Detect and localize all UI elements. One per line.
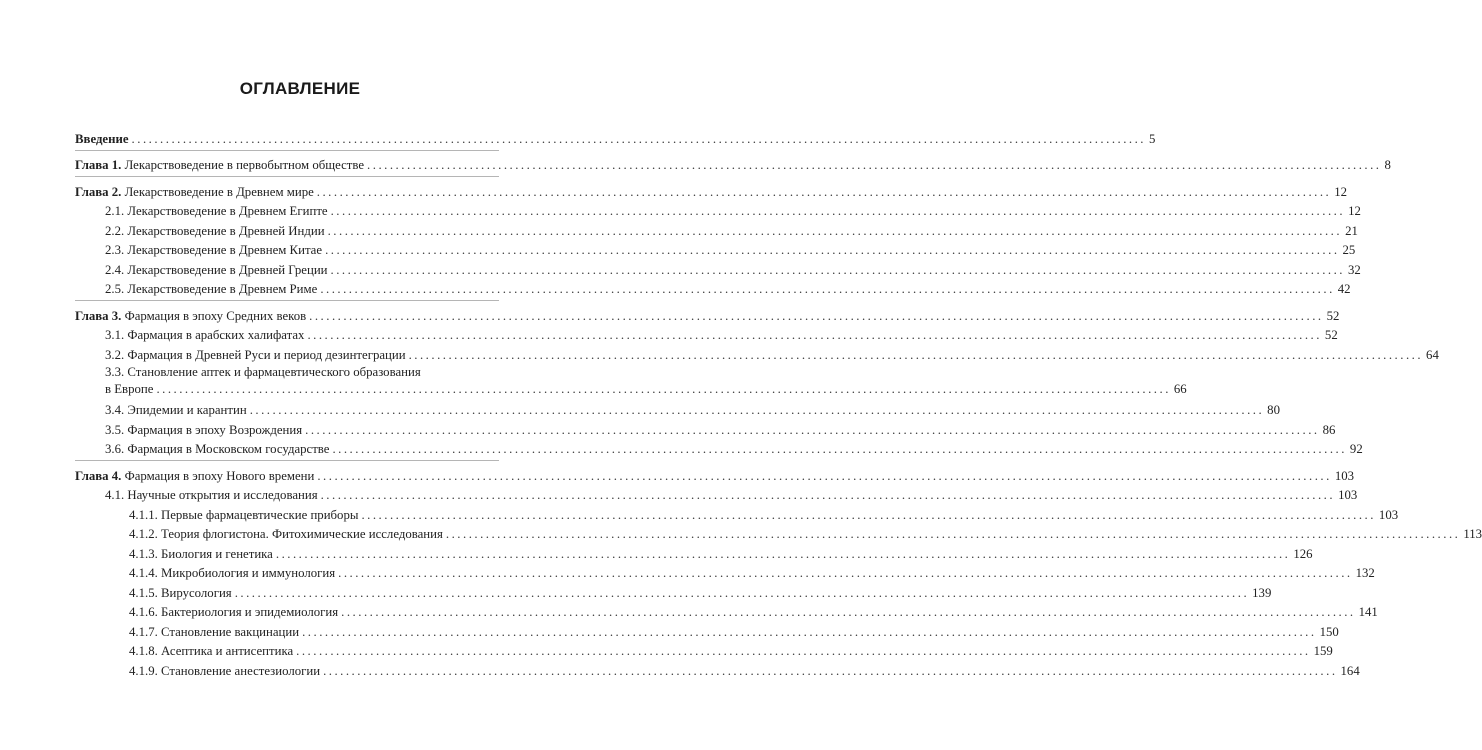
- toc-entry-chapter-4[interactable]: [75, 465, 1355, 485]
- toc-entry-4-1-9[interactable]: [75, 660, 1360, 680]
- entry-label: 3.2. Фармация в Древней Руси и период дезинтеграции: [105, 346, 409, 364]
- toc-entry-chapter-2[interactable]: [75, 181, 1348, 201]
- page-number: 103: [1335, 486, 1357, 504]
- page-number: 12: [1345, 202, 1361, 220]
- toc-entry-2-3[interactable]: [75, 240, 1356, 260]
- page-number: 113: [1460, 525, 1482, 543]
- page-number: 8: [1382, 156, 1391, 174]
- dot-leader: ..................................................................................................................................................................................: [325, 243, 1340, 257]
- dot-leader: ..................................................................................................................................................................................: [309, 308, 1324, 323]
- toc-entry-4-1-1[interactable]: [75, 504, 1399, 524]
- page-number: 103: [1332, 467, 1354, 485]
- dot-leader: ..................................................................................................................................................................................: [320, 282, 1335, 296]
- page-number: 86: [1320, 421, 1336, 439]
- entry-label: 4.1. Научные открытия и исследования: [105, 486, 321, 504]
- entry-label: Введение: [75, 131, 129, 146]
- page-number: 52: [1324, 307, 1340, 325]
- dot-leader: ..................................................................................................................................................................................: [249, 403, 1265, 417]
- dot-leader: ..................................................................................................................................................................................: [330, 204, 1346, 218]
- entry-label: 2.1. Лекарствоведение в Древнем Египте: [105, 202, 331, 220]
- toc-entry-4-1-2[interactable]: [75, 524, 1482, 544]
- page-number: 141: [1356, 603, 1378, 621]
- page-number: 103: [1376, 506, 1398, 524]
- toc-entry-3-6[interactable]: [75, 439, 1363, 459]
- chapter-number: Глава 4.: [75, 468, 122, 483]
- entry-label: 3.1. Фармация в арабских халифатах: [105, 326, 307, 344]
- section-divider: [75, 460, 499, 461]
- entry-label: 2.4. Лекарствоведение в Древней Греции: [105, 261, 331, 279]
- page-number: 5: [1146, 130, 1155, 148]
- entry-label-line-1: 3.3. Становление аптек и фармацевтического образования: [105, 364, 421, 379]
- entry-label: Лекарствоведение в первобытном обществе: [121, 158, 365, 172]
- page-number: 64: [1423, 346, 1439, 364]
- entry-label: Фармация в эпоху Средних веков: [121, 308, 307, 323]
- toc-entry-3-4[interactable]: [75, 400, 1280, 420]
- dot-leader: ..................................................................................................................................................................................: [361, 507, 1376, 522]
- toc-entry-2-5[interactable]: [75, 279, 1351, 299]
- section-divider: [75, 176, 499, 177]
- dot-leader: ..................................................................................................................................................................................: [323, 663, 1338, 678]
- section-divider: [75, 150, 499, 151]
- dot-leader: ..................................................................................................................................................................................: [330, 262, 1345, 277]
- entry-label: 2.2. Лекарствоведение в Древней Индии: [105, 222, 328, 240]
- dot-leader: ..................................................................................................................................................................................: [320, 488, 1336, 502]
- entry-label: 4.1.8. Асептика и антисептика: [129, 642, 296, 660]
- dot-leader: ..................................................................................................................................................................................: [332, 442, 1347, 456]
- page-title: ОГЛАВЛЕНИЕ: [239, 79, 361, 98]
- page-number: 12: [1331, 183, 1347, 201]
- page-number: 52: [1322, 326, 1338, 344]
- page-number: 126: [1290, 545, 1312, 563]
- entry-label: 2.3. Лекарствоведение в Древнем Китае: [105, 241, 325, 259]
- toc-entry-chapter-3[interactable]: [75, 305, 1340, 325]
- page-number: 164: [1338, 662, 1360, 680]
- dot-leader: ..................................................................................................................................................................................: [234, 585, 1250, 600]
- chapter-number: Глава 3.: [75, 308, 122, 323]
- dot-leader: ..................................................................................................................................................................................: [275, 546, 1291, 561]
- toc-entry-chapter-1[interactable]: [75, 155, 1391, 175]
- table-of-contents: [75, 128, 1482, 680]
- dot-leader: ..................................................................................................................................................................................: [316, 184, 1332, 199]
- page-number: 66: [1173, 381, 1187, 396]
- dot-leader: ..................................................................................................................................................................................: [131, 131, 1147, 146]
- dot-leader: ..................................................................................................................................................................................: [367, 158, 1382, 172]
- entry-label: 4.1.1. Первые фармацевтические приборы: [129, 506, 361, 524]
- toc-entry-4-1[interactable]: [75, 485, 1358, 505]
- dot-leader: ..................................................................................................................................................................................: [317, 468, 1332, 483]
- toc-entry-4-1-5[interactable]: [75, 582, 1272, 602]
- page-number: 32: [1345, 261, 1361, 279]
- entry-label-line-2: в Европе: [105, 381, 156, 398]
- dot-leader: ..................................................................................................................................................................................: [341, 605, 1356, 619]
- dot-leader: ..................................................................................................................................................................................: [338, 566, 1353, 580]
- page-number: 139: [1249, 584, 1271, 602]
- toc-entry-3-5[interactable]: [75, 419, 1336, 439]
- entry-label: 2.5. Лекарствоведение в Древнем Риме: [105, 280, 320, 298]
- toc-entry-intro[interactable]: [75, 128, 1156, 148]
- toc-entry-2-1[interactable]: [75, 201, 1361, 221]
- entry-label: 4.1.4. Микробиология и иммунология: [129, 564, 338, 582]
- toc-entry-2-2[interactable]: [75, 220, 1358, 240]
- toc-entry-2-4[interactable]: [75, 259, 1361, 279]
- entry-label: 4.1.6. Бактериология и эпидемиология: [129, 603, 341, 621]
- entry-label: 4.1.5. Вирусология: [129, 584, 235, 602]
- page-number: 25: [1340, 241, 1356, 259]
- entry-label: 4.1.7. Становление вакцинации: [129, 623, 302, 641]
- dot-leader: ..................................................................................................................................................................................: [327, 223, 1343, 238]
- toc-entry-4-1-7[interactable]: [75, 621, 1339, 641]
- chapter-number: Глава 2.: [75, 184, 122, 199]
- entry-label: 4.1.2. Теория флогистона. Фитохимические исследования: [129, 525, 446, 543]
- dot-leader: ..................................................................................................................................................................................: [156, 381, 1171, 396]
- toc-entry-3-1[interactable]: [75, 325, 1338, 345]
- chapter-number: Глава 1.: [75, 158, 122, 172]
- dot-leader: ..................................................................................................................................................................................: [307, 328, 1322, 342]
- section-divider: [75, 300, 499, 301]
- toc-entry-4-1-6[interactable]: [75, 602, 1378, 622]
- dot-leader: ..................................................................................................................................................................................: [296, 644, 1311, 658]
- dot-leader: ..................................................................................................................................................................................: [305, 422, 1320, 437]
- toc-entry-4-1-4[interactable]: [75, 563, 1375, 583]
- page-number: 132: [1353, 564, 1375, 582]
- entry-label: 4.1.9. Становление анестезиологии: [129, 662, 323, 680]
- page-number: 150: [1317, 623, 1339, 641]
- dot-leader: ..................................................................................................................................................................................: [302, 624, 1317, 639]
- entry-label: Лекарствоведение в Древнем мире: [121, 184, 314, 199]
- entry-label: Фармация в эпоху Нового времени: [121, 468, 315, 483]
- page-number: 42: [1335, 280, 1351, 298]
- toc-entry-4-1-3[interactable]: [75, 543, 1313, 563]
- entry-label: 3.5. Фармация в эпоху Возрождения: [105, 421, 305, 439]
- entry-label: 3.4. Эпидемии и карантин: [105, 401, 250, 419]
- toc-entry-3-2[interactable]: [75, 344, 1439, 364]
- page-number: 21: [1342, 222, 1358, 240]
- dot-leader: ..................................................................................................................................................................................: [408, 347, 1424, 362]
- entry-label: 3.6. Фармация в Московском государстве: [105, 440, 332, 458]
- toc-entry-4-1-8[interactable]: [75, 641, 1333, 661]
- page-number: 80: [1264, 401, 1280, 419]
- toc-entry-3-3[interactable]: [75, 364, 1187, 400]
- entry-label: 4.1.3. Биология и генетика: [129, 545, 276, 563]
- dot-leader: ..................................................................................................................................................................................: [445, 527, 1461, 541]
- page-number: 92: [1347, 440, 1363, 458]
- page-number: 159: [1311, 642, 1333, 660]
